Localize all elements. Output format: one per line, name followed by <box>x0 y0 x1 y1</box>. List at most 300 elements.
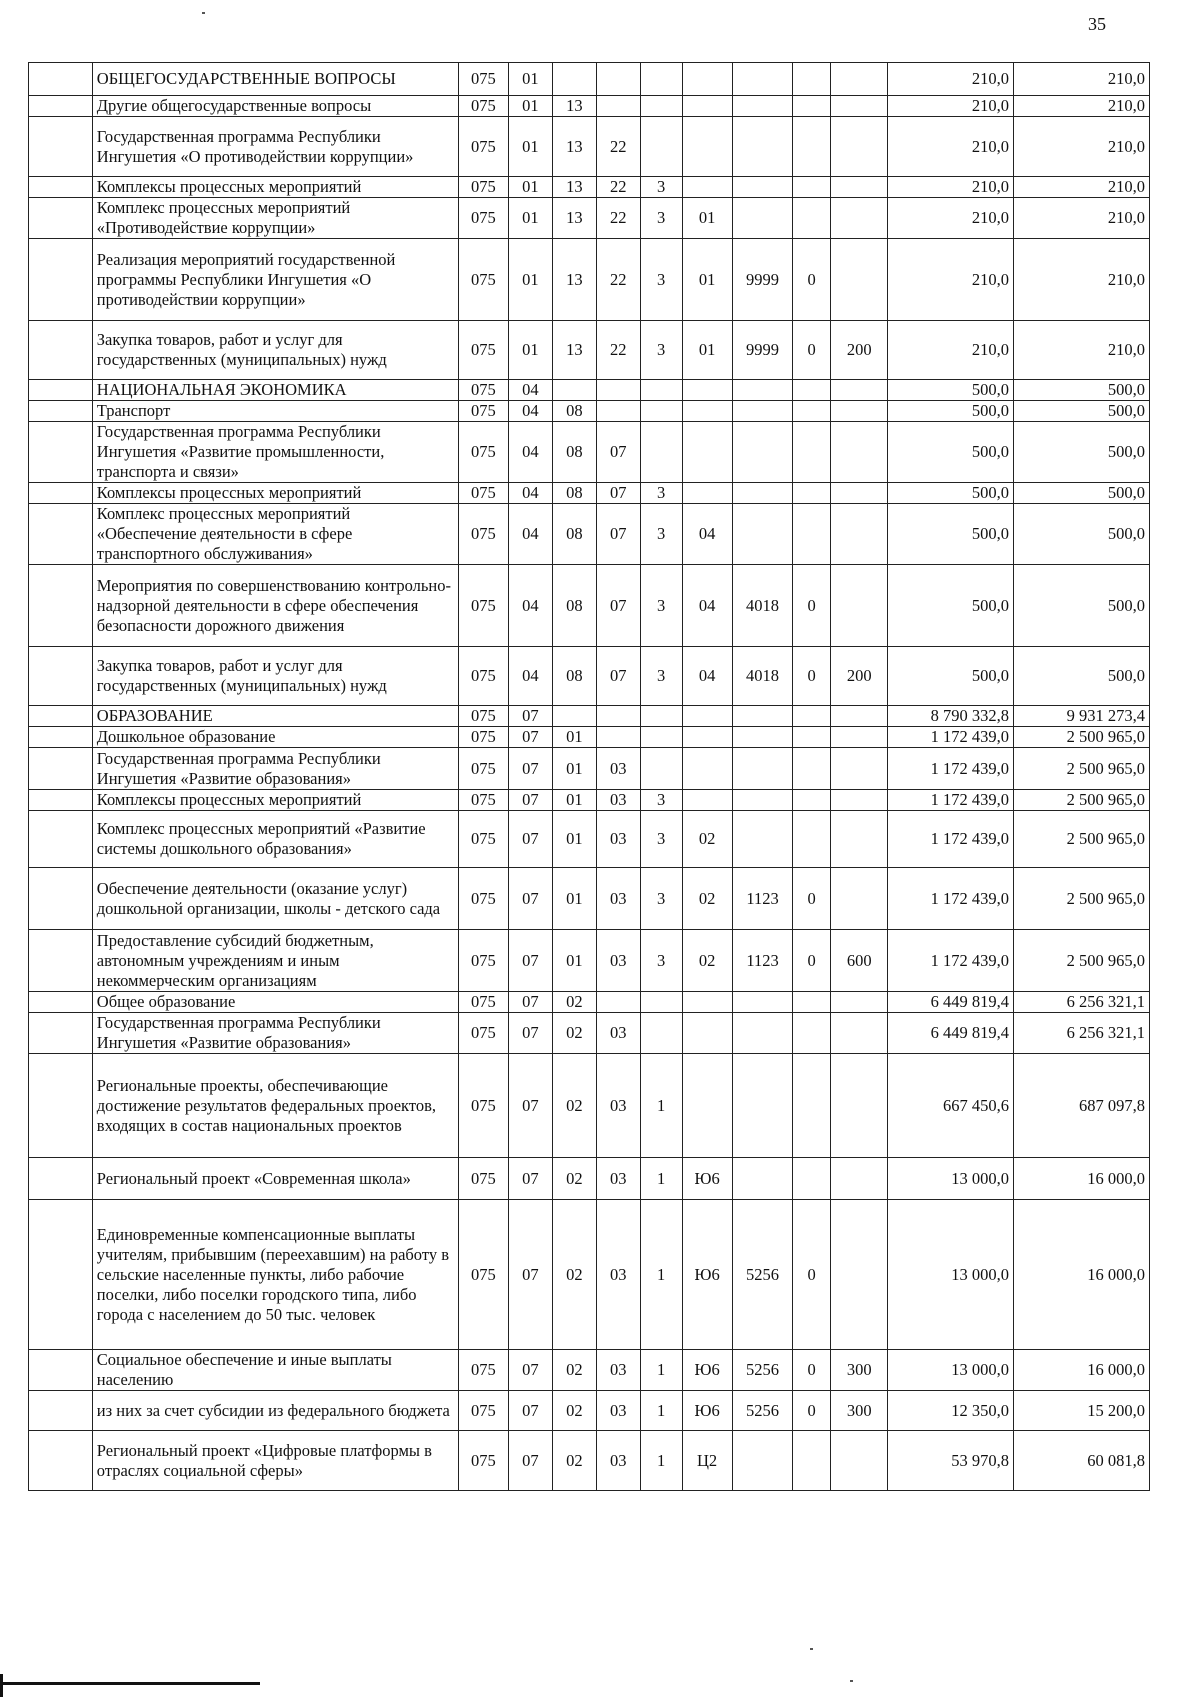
code-cell <box>830 811 888 868</box>
code-cell <box>732 1158 793 1200</box>
code-cell: 01 <box>508 63 552 96</box>
row-name: Другие общегосударственные вопросы <box>92 96 458 117</box>
code-cell <box>640 1013 682 1054</box>
code-cell <box>552 63 596 96</box>
code-cell: 08 <box>552 401 596 422</box>
amount-2-cell: 500,0 <box>1013 504 1149 565</box>
page-number: 35 <box>1088 14 1106 34</box>
code-cell <box>732 63 793 96</box>
code-cell: 02 <box>682 868 732 930</box>
amount-1-cell: 500,0 <box>888 401 1013 422</box>
amount-2-cell: 500,0 <box>1013 380 1149 401</box>
code-cell: 1 <box>640 1391 682 1431</box>
table-row <box>29 992 1150 1013</box>
code-cell: 0 <box>793 321 831 380</box>
code-cell: 3 <box>640 177 682 198</box>
code-cell: 01 <box>682 198 732 239</box>
code-cell: 07 <box>508 1158 552 1200</box>
code-cell: 075 <box>458 565 508 647</box>
code-cell: 03 <box>596 868 640 930</box>
code-cell: 13 <box>552 239 596 321</box>
code-cell <box>640 727 682 748</box>
code-cell: 07 <box>508 706 552 727</box>
row-name: Комплекс процессных мероприятий «Развитие системы дошкольного образования» <box>92 811 458 868</box>
code-cell: 0 <box>793 1200 831 1350</box>
row-margin-cell <box>29 96 93 117</box>
amount-1-cell: 1 172 439,0 <box>888 727 1013 748</box>
amount-2-cell: 2 500 965,0 <box>1013 930 1149 992</box>
code-cell <box>793 811 831 868</box>
budget-table <box>28 62 1150 1491</box>
table-row <box>29 811 1150 868</box>
code-cell <box>552 380 596 401</box>
code-cell: 3 <box>640 565 682 647</box>
code-cell: 1 <box>640 1431 682 1491</box>
amount-2-cell: 9 931 273,4 <box>1013 706 1149 727</box>
amount-2-cell: 60 081,8 <box>1013 1431 1149 1491</box>
code-cell: 22 <box>596 239 640 321</box>
table-row <box>29 321 1150 380</box>
code-cell <box>793 748 831 790</box>
code-cell <box>640 380 682 401</box>
table-row <box>29 63 1150 96</box>
scan-speck <box>202 12 205 14</box>
amount-1-cell: 13 000,0 <box>888 1350 1013 1391</box>
code-cell: 07 <box>508 930 552 992</box>
row-name: Реализация мероприятий государственной программы Республики Ингушетия «О противодействии коррупции» <box>92 239 458 321</box>
code-cell: 075 <box>458 422 508 483</box>
code-cell <box>682 790 732 811</box>
row-margin-cell <box>29 727 93 748</box>
code-cell <box>830 63 888 96</box>
row-margin-cell <box>29 1158 93 1200</box>
code-cell: 075 <box>458 790 508 811</box>
code-cell: 07 <box>508 1054 552 1158</box>
code-cell <box>732 1013 793 1054</box>
row-margin-cell <box>29 321 93 380</box>
row-margin-cell <box>29 930 93 992</box>
table-row <box>29 706 1150 727</box>
code-cell: 03 <box>596 1350 640 1391</box>
amount-1-cell: 1 172 439,0 <box>888 930 1013 992</box>
amount-2-cell: 500,0 <box>1013 647 1149 706</box>
code-cell <box>732 504 793 565</box>
row-name: Единовременные компенсационные выплаты учителям, прибывшим (переехавшим) на работу в сельские населенные пункты, либо рабочие поселки, либо поселки городского типа, либо города с населением до 50 тыс. человек <box>92 1200 458 1350</box>
code-cell: 075 <box>458 1200 508 1350</box>
code-cell <box>596 63 640 96</box>
code-cell: 075 <box>458 96 508 117</box>
code-cell <box>596 380 640 401</box>
table-row <box>29 1391 1150 1431</box>
code-cell <box>596 992 640 1013</box>
amount-2-cell: 210,0 <box>1013 198 1149 239</box>
code-cell: 200 <box>830 321 888 380</box>
code-cell: 02 <box>552 1431 596 1491</box>
code-cell: 9999 <box>732 239 793 321</box>
code-cell: 01 <box>552 930 596 992</box>
code-cell: 13 <box>552 96 596 117</box>
row-name: Обеспечение деятельности (оказание услуг) дошкольной организации, школы - детского сада <box>92 868 458 930</box>
amount-2-cell: 210,0 <box>1013 96 1149 117</box>
row-margin-cell <box>29 401 93 422</box>
table-row <box>29 1013 1150 1054</box>
table-row <box>29 380 1150 401</box>
code-cell: 07 <box>508 727 552 748</box>
code-cell <box>682 1054 732 1158</box>
code-cell: 04 <box>682 565 732 647</box>
code-cell <box>793 380 831 401</box>
amount-1-cell: 1 172 439,0 <box>888 748 1013 790</box>
code-cell: 5256 <box>732 1391 793 1431</box>
code-cell: 03 <box>596 1391 640 1431</box>
row-name: Комплексы процессных мероприятий <box>92 790 458 811</box>
code-cell: 0 <box>793 1350 831 1391</box>
code-cell: 03 <box>596 1200 640 1350</box>
amount-1-cell: 500,0 <box>888 504 1013 565</box>
code-cell: 01 <box>552 727 596 748</box>
table-row <box>29 1350 1150 1391</box>
code-cell: 03 <box>596 1431 640 1491</box>
code-cell <box>732 1054 793 1158</box>
row-margin-cell <box>29 565 93 647</box>
code-cell: 4018 <box>732 647 793 706</box>
row-margin-cell <box>29 483 93 504</box>
code-cell <box>830 422 888 483</box>
table-row <box>29 1158 1150 1200</box>
amount-1-cell: 6 449 819,4 <box>888 992 1013 1013</box>
code-cell <box>830 401 888 422</box>
code-cell: 01 <box>508 198 552 239</box>
amount-2-cell: 210,0 <box>1013 321 1149 380</box>
row-margin-cell <box>29 198 93 239</box>
code-cell: 075 <box>458 1054 508 1158</box>
code-cell: 300 <box>830 1391 888 1431</box>
code-cell: 0 <box>793 930 831 992</box>
amount-1-cell: 1 172 439,0 <box>888 811 1013 868</box>
code-cell <box>682 727 732 748</box>
code-cell: Ю6 <box>682 1350 732 1391</box>
table-row <box>29 422 1150 483</box>
code-cell <box>682 401 732 422</box>
amount-2-cell: 210,0 <box>1013 63 1149 96</box>
code-cell <box>732 706 793 727</box>
code-cell: 0 <box>793 239 831 321</box>
code-cell <box>732 422 793 483</box>
code-cell <box>793 401 831 422</box>
code-cell: 22 <box>596 198 640 239</box>
amount-2-cell: 500,0 <box>1013 401 1149 422</box>
code-cell <box>830 177 888 198</box>
code-cell: 02 <box>552 1391 596 1431</box>
code-cell <box>732 483 793 504</box>
table-row <box>29 727 1150 748</box>
code-cell: 075 <box>458 177 508 198</box>
code-cell: 08 <box>552 504 596 565</box>
code-cell: 0 <box>793 647 831 706</box>
code-cell: 02 <box>552 1158 596 1200</box>
code-cell: 01 <box>508 177 552 198</box>
code-cell: 03 <box>596 811 640 868</box>
code-cell: 075 <box>458 868 508 930</box>
amount-2-cell: 2 500 965,0 <box>1013 748 1149 790</box>
code-cell: 0 <box>793 1391 831 1431</box>
code-cell <box>732 380 793 401</box>
row-name: Общее образование <box>92 992 458 1013</box>
code-cell: 07 <box>508 1013 552 1054</box>
row-margin-cell <box>29 1200 93 1350</box>
code-cell: 13 <box>552 198 596 239</box>
code-cell <box>640 96 682 117</box>
code-cell <box>830 483 888 504</box>
amount-1-cell: 210,0 <box>888 63 1013 96</box>
amount-2-cell: 500,0 <box>1013 422 1149 483</box>
code-cell <box>793 1054 831 1158</box>
table-row <box>29 1431 1150 1491</box>
table-row <box>29 177 1150 198</box>
code-cell: 075 <box>458 380 508 401</box>
code-cell: 075 <box>458 1391 508 1431</box>
code-cell <box>552 706 596 727</box>
code-cell: 01 <box>508 117 552 177</box>
code-cell: 1 <box>640 1158 682 1200</box>
code-cell: 075 <box>458 1350 508 1391</box>
code-cell: 02 <box>552 992 596 1013</box>
table-row <box>29 504 1150 565</box>
code-cell: 03 <box>596 930 640 992</box>
row-name: Государственная программа Республики Ингушетия «Развитие промышленности, транспорта и связи» <box>92 422 458 483</box>
code-cell <box>682 1013 732 1054</box>
code-cell <box>830 727 888 748</box>
code-cell: 04 <box>508 401 552 422</box>
code-cell: 08 <box>552 483 596 504</box>
row-name: ОБРАЗОВАНИЕ <box>92 706 458 727</box>
code-cell <box>830 1158 888 1200</box>
code-cell: 01 <box>552 748 596 790</box>
code-cell <box>793 117 831 177</box>
code-cell <box>596 706 640 727</box>
code-cell: Ю6 <box>682 1391 732 1431</box>
code-cell <box>640 117 682 177</box>
code-cell <box>793 504 831 565</box>
code-cell: 07 <box>508 790 552 811</box>
code-cell: 04 <box>508 565 552 647</box>
code-cell: Ю6 <box>682 1158 732 1200</box>
code-cell: 22 <box>596 177 640 198</box>
code-cell: 03 <box>596 1013 640 1054</box>
code-cell: 07 <box>596 647 640 706</box>
code-cell: 3 <box>640 483 682 504</box>
row-name: Транспорт <box>92 401 458 422</box>
code-cell: 13 <box>552 117 596 177</box>
code-cell: 075 <box>458 748 508 790</box>
row-margin-cell <box>29 868 93 930</box>
table-row <box>29 198 1150 239</box>
code-cell: 07 <box>508 992 552 1013</box>
code-cell: 04 <box>682 647 732 706</box>
table-row <box>29 483 1150 504</box>
row-name: Предоставление субсидий бюджетным, автономным учреждениям и иным некоммерческим организациям <box>92 930 458 992</box>
code-cell: 075 <box>458 727 508 748</box>
row-margin-cell <box>29 811 93 868</box>
code-cell: 07 <box>596 483 640 504</box>
row-margin-cell <box>29 177 93 198</box>
code-cell: 22 <box>596 117 640 177</box>
code-cell <box>732 748 793 790</box>
code-cell: 07 <box>596 565 640 647</box>
code-cell: 07 <box>508 811 552 868</box>
table-row <box>29 401 1150 422</box>
code-cell: 3 <box>640 239 682 321</box>
code-cell: 0 <box>793 868 831 930</box>
code-cell <box>830 504 888 565</box>
amount-2-cell: 2 500 965,0 <box>1013 868 1149 930</box>
code-cell <box>732 811 793 868</box>
code-cell: 01 <box>508 239 552 321</box>
row-name: Региональный проект «Цифровые платформы в отраслях социальной сферы» <box>92 1431 458 1491</box>
table-row <box>29 647 1150 706</box>
amount-1-cell: 1 172 439,0 <box>888 790 1013 811</box>
code-cell <box>830 868 888 930</box>
code-cell: 075 <box>458 811 508 868</box>
row-name: Государственная программа Республики Ингушетия «Развитие образования» <box>92 1013 458 1054</box>
code-cell <box>793 96 831 117</box>
code-cell: 075 <box>458 483 508 504</box>
code-cell <box>640 992 682 1013</box>
code-cell <box>732 177 793 198</box>
amount-2-cell: 2 500 965,0 <box>1013 811 1149 868</box>
code-cell: 075 <box>458 504 508 565</box>
amount-2-cell: 2 500 965,0 <box>1013 790 1149 811</box>
table-row <box>29 930 1150 992</box>
code-cell: 07 <box>508 1391 552 1431</box>
code-cell: 075 <box>458 401 508 422</box>
code-cell: 08 <box>552 647 596 706</box>
row-name: Государственная программа Республики Ингушетия «О противодействии коррупции» <box>92 117 458 177</box>
code-cell: 01 <box>682 321 732 380</box>
code-cell: 3 <box>640 647 682 706</box>
code-cell: 075 <box>458 117 508 177</box>
row-name: Государственная программа Республики Ингушетия «Развитие образования» <box>92 748 458 790</box>
code-cell: 07 <box>596 422 640 483</box>
table-row <box>29 1054 1150 1158</box>
amount-2-cell: 687 097,8 <box>1013 1054 1149 1158</box>
code-cell: 03 <box>596 748 640 790</box>
code-cell: 3 <box>640 321 682 380</box>
code-cell <box>830 198 888 239</box>
table-row <box>29 96 1150 117</box>
row-name: Региональные проекты, обеспечивающие достижение результатов федеральных проектов, входящих в состав национальных проектов <box>92 1054 458 1158</box>
amount-1-cell: 500,0 <box>888 422 1013 483</box>
row-name: Дошкольное образование <box>92 727 458 748</box>
code-cell <box>640 748 682 790</box>
amount-2-cell: 16 000,0 <box>1013 1350 1149 1391</box>
code-cell <box>732 117 793 177</box>
code-cell <box>640 422 682 483</box>
code-cell <box>793 706 831 727</box>
code-cell <box>830 1431 888 1491</box>
code-cell <box>682 483 732 504</box>
amount-2-cell: 2 500 965,0 <box>1013 727 1149 748</box>
code-cell <box>830 1013 888 1054</box>
code-cell <box>682 706 732 727</box>
code-cell: 075 <box>458 930 508 992</box>
code-cell <box>793 1013 831 1054</box>
code-cell: 02 <box>552 1054 596 1158</box>
code-cell: 13 <box>552 321 596 380</box>
code-cell: 04 <box>508 504 552 565</box>
table-row <box>29 868 1150 930</box>
code-cell <box>793 422 831 483</box>
code-cell: 075 <box>458 1158 508 1200</box>
amount-1-cell: 210,0 <box>888 177 1013 198</box>
code-cell: 01 <box>552 868 596 930</box>
code-cell <box>682 380 732 401</box>
code-cell: 3 <box>640 868 682 930</box>
amount-2-cell: 210,0 <box>1013 117 1149 177</box>
row-name: Комплекс процессных мероприятий «Обеспечение деятельности в сфере транспортного обслуживания» <box>92 504 458 565</box>
row-margin-cell <box>29 1350 93 1391</box>
amount-2-cell: 210,0 <box>1013 239 1149 321</box>
code-cell: 075 <box>458 1431 508 1491</box>
row-name: Региональный проект «Современная школа» <box>92 1158 458 1200</box>
table-row <box>29 239 1150 321</box>
code-cell <box>682 422 732 483</box>
table-row <box>29 790 1150 811</box>
amount-1-cell: 8 790 332,8 <box>888 706 1013 727</box>
code-cell: Ю6 <box>682 1200 732 1350</box>
code-cell: 0 <box>793 565 831 647</box>
code-cell: 3 <box>640 504 682 565</box>
code-cell: 02 <box>552 1013 596 1054</box>
row-margin-cell <box>29 748 93 790</box>
row-name: Закупка товаров, работ и услуг для государственных (муниципальных) нужд <box>92 321 458 380</box>
amount-1-cell: 667 450,6 <box>888 1054 1013 1158</box>
code-cell: 075 <box>458 647 508 706</box>
code-cell: 07 <box>508 1350 552 1391</box>
row-name: Комплекс процессных мероприятий «Противодействие коррупции» <box>92 198 458 239</box>
amount-1-cell: 13 000,0 <box>888 1200 1013 1350</box>
code-cell: 3 <box>640 811 682 868</box>
code-cell: 07 <box>508 868 552 930</box>
code-cell: 200 <box>830 647 888 706</box>
code-cell <box>596 401 640 422</box>
code-cell: 075 <box>458 706 508 727</box>
row-name: Социальное обеспечение и иные выплаты населению <box>92 1350 458 1391</box>
code-cell <box>830 380 888 401</box>
code-cell <box>682 63 732 96</box>
code-cell <box>830 706 888 727</box>
row-margin-cell <box>29 1431 93 1491</box>
code-cell <box>830 790 888 811</box>
code-cell: 04 <box>508 422 552 483</box>
amount-2-cell: 500,0 <box>1013 483 1149 504</box>
row-name: НАЦИОНАЛЬНАЯ ЭКОНОМИКА <box>92 380 458 401</box>
row-name: ОБЩЕГОСУДАРСТВЕННЫЕ ВОПРОСЫ <box>92 63 458 96</box>
amount-1-cell: 6 449 819,4 <box>888 1013 1013 1054</box>
code-cell: 04 <box>508 647 552 706</box>
code-cell: Ц2 <box>682 1431 732 1491</box>
amount-1-cell: 500,0 <box>888 483 1013 504</box>
code-cell <box>732 992 793 1013</box>
code-cell <box>732 727 793 748</box>
code-cell: 300 <box>830 1350 888 1391</box>
code-cell: 07 <box>508 748 552 790</box>
code-cell <box>640 63 682 96</box>
amount-1-cell: 12 350,0 <box>888 1391 1013 1431</box>
code-cell: 3 <box>640 930 682 992</box>
amount-2-cell: 16 000,0 <box>1013 1158 1149 1200</box>
row-name: Закупка товаров, работ и услуг для государственных (муниципальных) нужд <box>92 647 458 706</box>
